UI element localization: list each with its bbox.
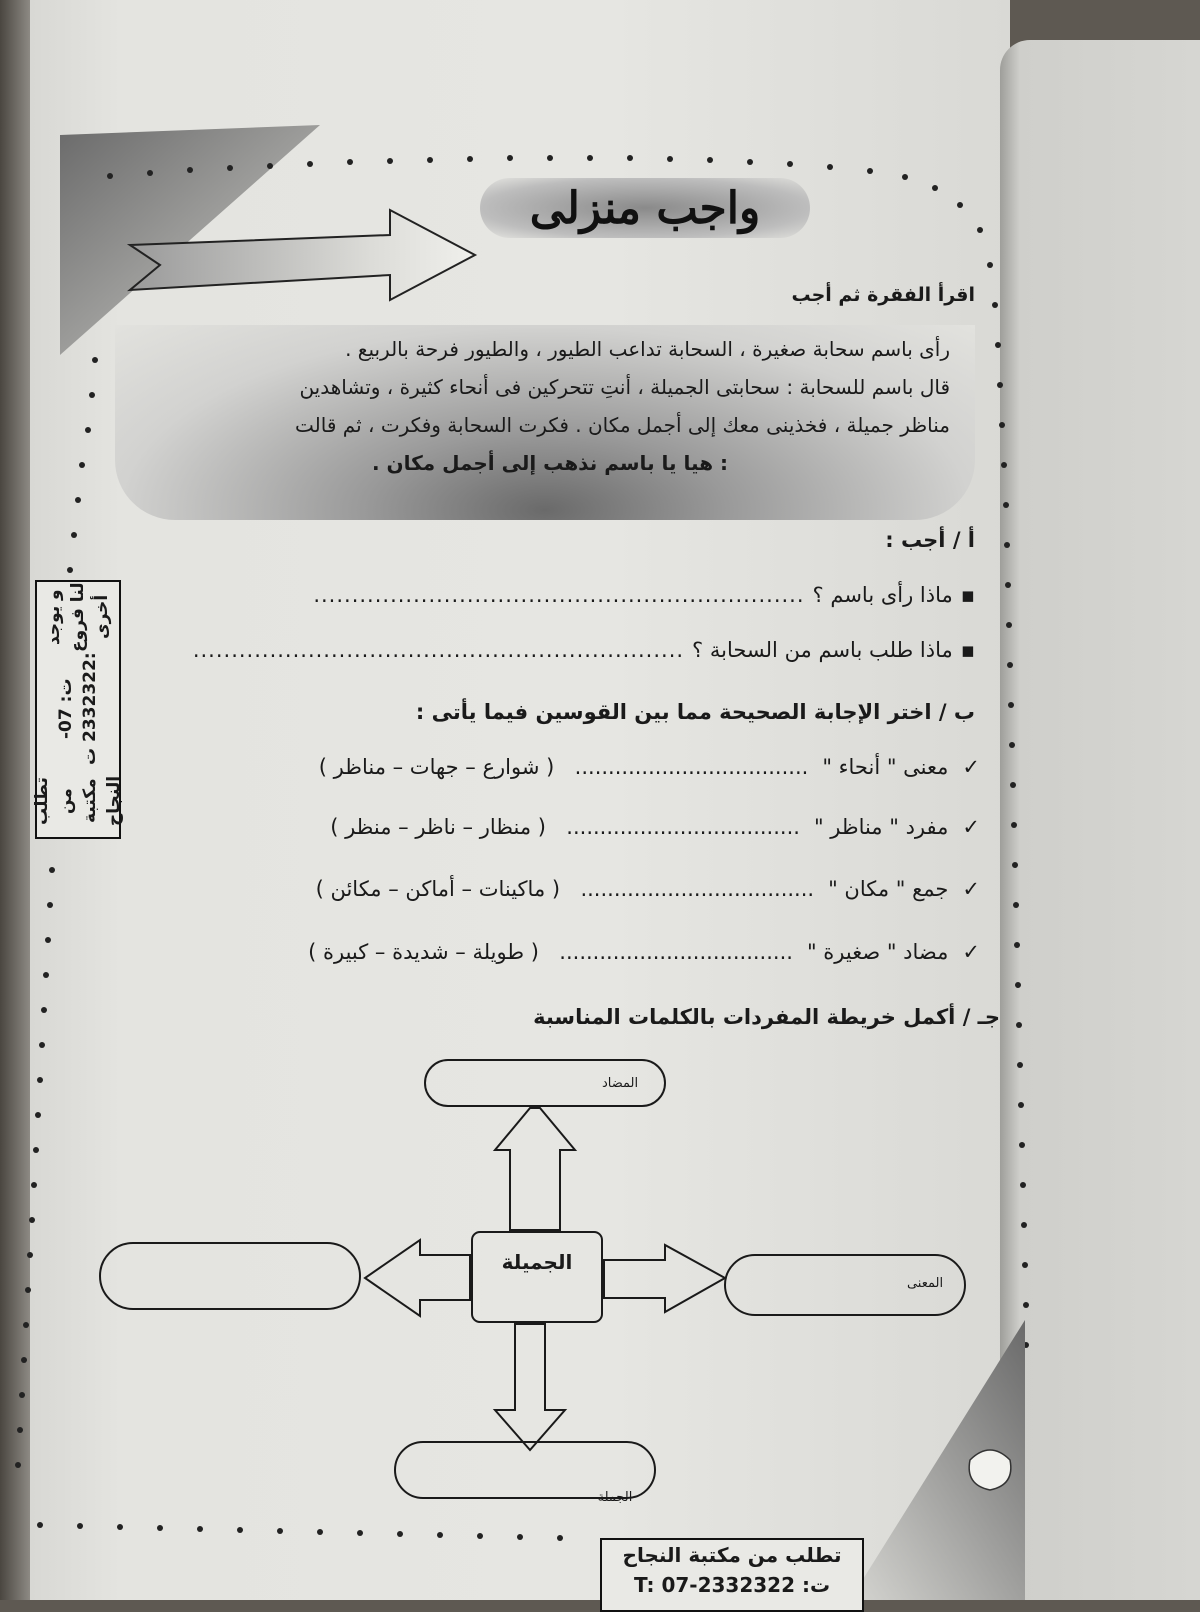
choice-prompt: مفرد " مناظر " [813,815,949,839]
footer-line: تطلب من مكتبة النجاح [622,1543,842,1567]
question-row [170,638,975,662]
bullet-icon: ▪ [960,583,975,607]
opposite-label: المضاد [601,1076,639,1091]
bullet-icon: ▪ [960,638,975,662]
passage-line: قال باسم للسحابة : سحابتى الجميلة ، أنتِ تتحركين فى أنحاء كثيرة ، وتشاهدين [299,375,950,399]
section-b-heading: ب / اختر الإجابة الصحيحة مما بين القوسين فيما يأتى : [415,700,975,724]
library-side-stamp [32,580,124,839]
passage-line: رأى باسم سحابة صغيرة ، السحابة تداعب الطيور ، والطيور فرحة بالربيع . [345,337,950,361]
center-box [472,1232,602,1322]
answer-line[interactable]: ................................... [574,755,809,779]
stamp-line: ت: 07-2332322 ت: [56,652,100,765]
next-page-edge [1000,40,1200,1600]
question-text: ماذا رأى باسم ؟ [812,583,953,607]
left-oval[interactable] [100,1243,360,1309]
answer-line[interactable]: ................................... [580,877,815,901]
stamp-line: و يوجد لنا فروع أخرى [44,582,112,652]
instruction-text: اقرأ الفقرة ثم أجب [791,284,975,306]
question-row [170,583,975,607]
answer-line[interactable]: ................................................................ [192,638,685,662]
sentence-label: الجملة [597,1490,633,1505]
reading-passage [150,330,950,482]
choice-row [190,755,980,779]
check-icon: ✓ [962,815,980,839]
answer-line[interactable]: ................................... [559,940,793,964]
choice-row [190,940,980,964]
corner-decoration [850,1320,1025,1600]
footer-line: T: 07-2332322 :ت [633,1573,831,1597]
choice-options: ( ماكينات – أماكن – مكائن ) [315,877,561,901]
choice-options: ( منظار – ناظر – منظر ) [330,815,546,839]
choice-options: ( شوارع – جهات – مناظر ) [318,755,555,779]
choice-prompt: جمع " مكان " [828,877,949,901]
check-icon: ✓ [962,940,980,964]
choice-row [190,815,980,839]
check-icon: ✓ [962,877,980,901]
choice-options: ( طويلة – شديدة – كبيرة ) [308,940,539,964]
passage-line: : هيا يا باسم نذهب إلى أجمل مكان . [371,451,729,475]
section-a-heading: أ / أجب : [885,528,975,552]
stamp-line: تطلب من مكتبة النجاح [32,776,124,827]
passage-line: مناظر جميلة ، فخذينى معك إلى أجمل مكان . فكرت السحابة وفكرت ، ثم قالت [295,413,950,437]
question-text: ماذا طلب باسم من السحابة ؟ [692,638,953,662]
choice-prompt: مضاد " صغيرة " [806,940,949,964]
answer-line[interactable]: ................................................................ [313,583,805,607]
section-c-heading: جـ / أكمل خريطة المفردات بالكلمات المناسبة [533,1005,1000,1029]
page-title: واجب منزلى [480,178,810,238]
choice-prompt: معنى " أنحاء " [822,755,949,779]
check-icon: ✓ [962,755,980,779]
library-footer-stamp [600,1538,864,1612]
center-word: الجميلة [501,1250,573,1274]
meaning-label: المعنى [906,1276,944,1291]
answer-line[interactable]: ................................... [566,815,800,839]
choice-row [190,877,980,901]
